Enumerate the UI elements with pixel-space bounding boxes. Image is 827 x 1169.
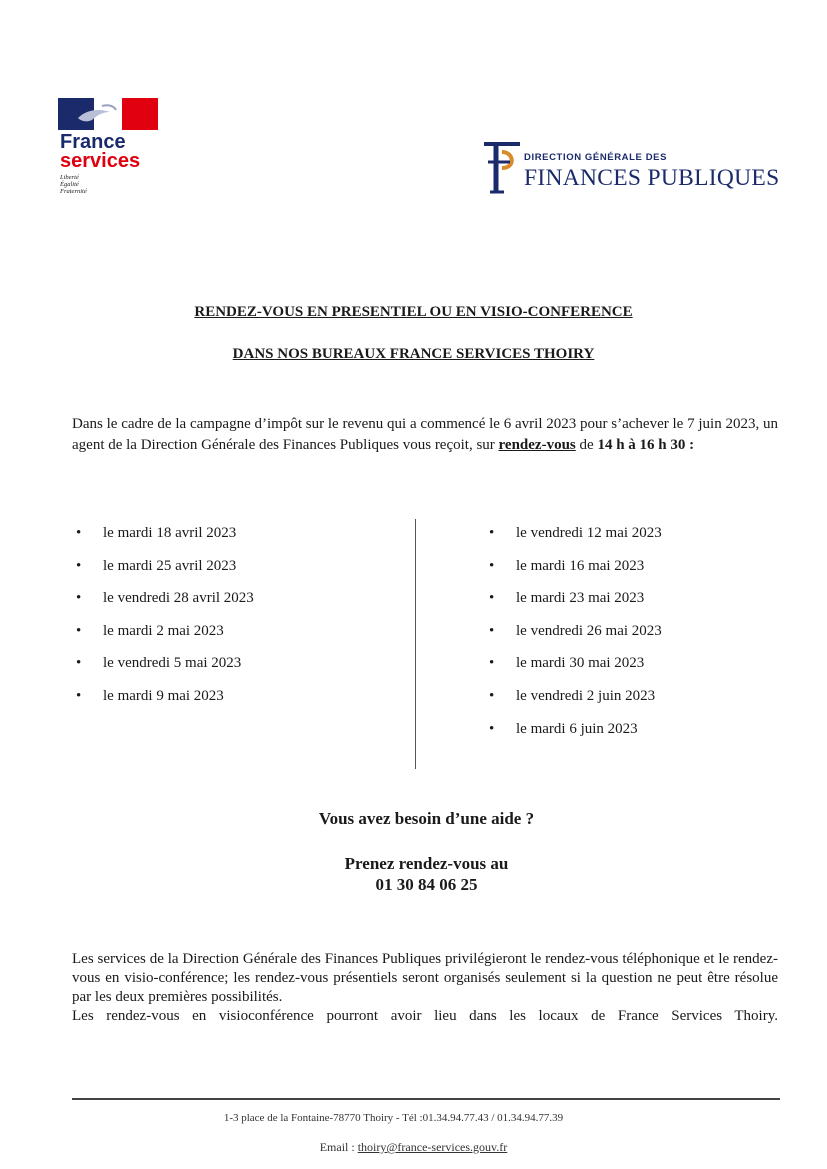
document-heading-line2: DANS NOS BUREAUX FRANCE SERVICES THOIRY [232, 346, 595, 362]
date-item [489, 653, 789, 686]
bullet-icon: • [489, 622, 495, 639]
date-item [489, 523, 789, 556]
date-item [489, 588, 789, 621]
footer-email-link[interactable]: thoiry@france-services.gouv.fr [357, 1140, 508, 1154]
motto-liberte: Liberté [60, 174, 79, 181]
footer-rule [72, 1098, 780, 1100]
bullet-icon: • [489, 590, 495, 607]
date-item [76, 556, 376, 589]
date-item [489, 719, 789, 752]
motto-egalite: Égalité [60, 181, 79, 188]
date-item [489, 556, 789, 589]
date-item [76, 621, 376, 654]
intro-paragraph [72, 414, 778, 456]
bullet-icon: • [489, 557, 495, 574]
date-item [76, 523, 376, 556]
document-heading-line1: RENDEZ-VOUS EN PRESENTIEL OU EN VISIO-CONFERENCE [194, 304, 633, 320]
bullet-icon: • [76, 655, 82, 672]
intro-hours: 14 h à 16 h 30 : [597, 437, 695, 453]
date-text: le vendredi 28 avril 2023 [103, 590, 254, 607]
column-divider [415, 519, 416, 769]
intro-text-de: de [575, 437, 598, 453]
date-item [76, 588, 376, 621]
date-text: le mardi 9 mai 2023 [103, 687, 224, 704]
dgfip-f-mark-icon [480, 140, 524, 196]
dgfip-small-text: DIRECTION GÉNÉRALE DES [524, 152, 668, 163]
date-text: le vendredi 26 mai 2023 [516, 622, 662, 639]
france-services-word-services: services [60, 150, 141, 172]
dgfip-logo [480, 140, 780, 200]
date-text: le mardi 16 mai 2023 [516, 557, 645, 574]
date-text: le vendredi 5 mai 2023 [103, 655, 242, 672]
intro-rendez-vous: rendez-vous [498, 437, 576, 453]
closing-text [72, 950, 778, 1026]
bullet-icon: • [489, 720, 495, 737]
bullet-icon: • [489, 655, 495, 672]
closing-paragraph-1: Les services de la Direction Générale des Finances Publiques privilégieront le rendez-vous téléphonique et le rendez-vous en visio-conférence; les rendez-vous présentiels seront organisés seulement si la question ne peut être résolue par les deux premières possibilités. [72, 951, 778, 1005]
date-text: le mardi 2 mai 2023 [103, 622, 224, 639]
bullet-icon: • [76, 590, 82, 607]
date-text: le mardi 23 mai 2023 [516, 590, 645, 607]
bullet-icon: • [489, 525, 495, 541]
dates-list-left [76, 523, 376, 719]
date-text: le mardi 25 avril 2023 [103, 557, 237, 574]
france-services-logo [58, 98, 168, 208]
france-services-flag-icon [58, 98, 158, 130]
help-title: Vous avez besoin d’une aide ? [318, 809, 535, 828]
date-item [76, 686, 376, 719]
date-text: le vendredi 12 mai 2023 [516, 525, 662, 541]
appointment-label: Prenez rendez-vous au [344, 854, 509, 873]
footer-email-line [0, 1140, 827, 1155]
dates-list-right [489, 523, 789, 751]
france-services-word-france: France [60, 131, 126, 153]
date-item [489, 621, 789, 654]
date-text: le mardi 30 mai 2023 [516, 655, 645, 672]
date-item [489, 686, 789, 719]
bullet-icon: • [76, 622, 82, 639]
footer-address: 1-3 place de la Fontaine-78770 Thoiry - Tél :01.34.94.77.43 / 01.34.94.77.39 [223, 1112, 564, 1124]
date-text: le vendredi 2 juin 2023 [516, 687, 656, 704]
date-item [76, 653, 376, 686]
date-text: le mardi 18 avril 2023 [103, 525, 237, 541]
motto-fraternite: Fraternité [60, 188, 87, 195]
date-text: le mardi 6 juin 2023 [516, 720, 638, 737]
bullet-icon: • [76, 525, 82, 541]
footer-email-label: Email : [319, 1140, 358, 1154]
dgfip-big-text: FINANCES PUBLIQUES [524, 165, 780, 191]
intro-text: Dans le cadre de la campagne d’impôt sur le revenu qui a commencé le 6 avril 2023 pour s’achever le 7 juin 2023, un agent de la Direction Générale des Finances Publiques vous reçoit, sur [72, 416, 778, 453]
bullet-icon: • [76, 687, 82, 704]
appointment-phone: 01 30 84 06 25 [375, 875, 478, 894]
bullet-icon: • [489, 687, 495, 704]
closing-paragraph-2: Les rendez-vous en visioconférence pourront avoir lieu dans les locaux de France Services Thoiry. [72, 1008, 778, 1024]
bullet-icon: • [76, 557, 82, 574]
